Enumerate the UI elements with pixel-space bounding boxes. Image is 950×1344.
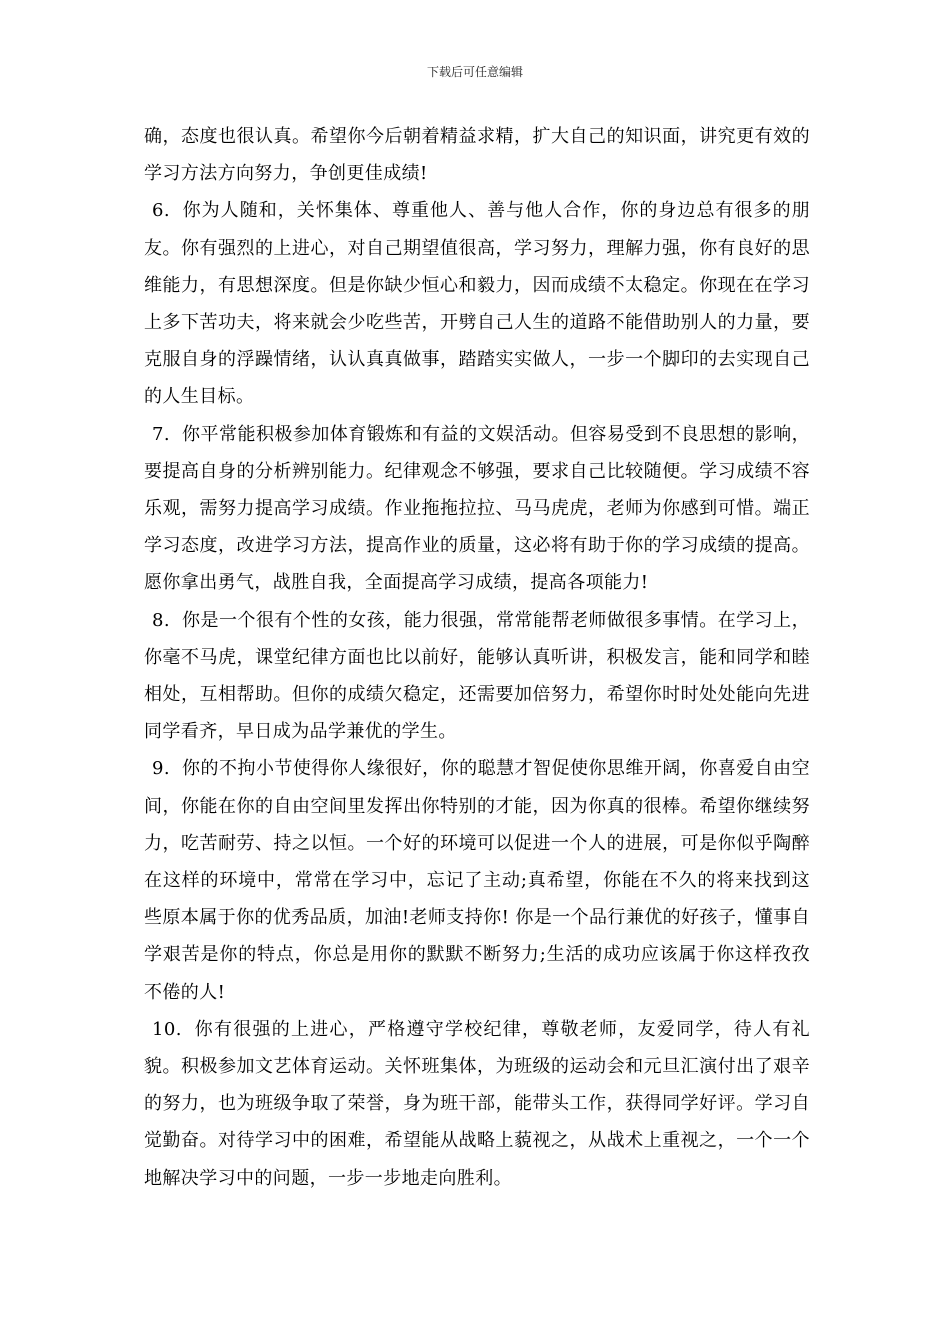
item-number: 10. xyxy=(152,1018,182,1040)
paragraph-item-9 xyxy=(144,750,810,1010)
paragraph-text: 你是一个很有个性的女孩，能力很强，常常能帮老师做很多事情。在学习上，你毫不马虎，课堂纪律方面也比以前好，能够认真听讲，积极发言，能和同学和睦相处，互相帮助。但你的成绩欠稳定，还需要加倍努力，希望你时时处处能向先进同学看齐，早日成为品学兼优的学生。 xyxy=(144,609,810,743)
page-header: 下载后可任意编辑 xyxy=(426,65,523,79)
paragraph-continued xyxy=(144,118,810,192)
paragraph-text: 你为人随和，关怀集体、尊重他人、善与他人合作，你的身边总有很多的朋友。你有强烈的上进心，对自己期望值很高，学习努力，理解力强，你有良好的思维能力，有思想深度。但是你缺少恒心和毅力，因而成绩不太稳定。你现在在学习上多下苦功夫，将来就会少吃些苦，开劈自己人生的道路不能借助别人的力量，要克服自身的浮躁情绪，认认真真做事，踏踏实实做人，一步一个脚印的去实现自己的人生目标。 xyxy=(144,200,810,408)
document-body xyxy=(144,118,810,1197)
paragraph-item-10 xyxy=(144,1011,810,1197)
item-number: 9. xyxy=(152,758,170,780)
item-number: 7. xyxy=(152,423,170,445)
item-number: 8. xyxy=(152,609,170,631)
paragraph-text: 确，态度也很认真。希望你今后朝着精益求精，扩大自己的知识面，讲究更有效的学习方法方向努力，争创更佳成绩! xyxy=(144,126,810,185)
paragraph-item-8 xyxy=(144,602,810,751)
paragraph-item-7 xyxy=(144,416,810,602)
item-number: 6. xyxy=(152,200,170,222)
paragraph-item-6 xyxy=(144,192,810,415)
paragraph-text: 你有很强的上进心，严格遵守学校纪律，尊敬老师，友爱同学，待人有礼貌。积极参加文艺体育运动。关怀班集体，为班级的运动会和元旦汇演付出了艰辛的努力，也为班级争取了荣誉，身为班干部，能带头工作，获得同学好评。学习自觉勤奋。对待学习中的困难，希望能从战略上藐视之，从战术上重视之，一个一个地解决学习中的问题，一步一步地走向胜利。 xyxy=(144,1018,810,1189)
paragraph-text: 你的不拘小节使得你人缘很好，你的聪慧才智促使你思维开阔，你喜爱自由空间，你能在你的自由空间里发挥出你特别的才能，因为你真的很棒。希望你继续努力，吃苦耐劳、持之以恒。一个好的环境可以促进一个人的进展，可是你似乎陶醉在这样的环境中，常常在学习中，忘记了主动;真希望，你能在不久的将来找到这些原本属于你的优秀品质，加油!老师支持你! 你是一个品行兼优的好孩子，懂事自学艰苦是你的特点，你总是用你的默默不断努力;生活的成功应该属于你这样孜孜不倦的人! xyxy=(144,758,810,1003)
paragraph-text: 你平常能积极参加体育锻炼和有益的文娱活动。但容易受到不良思想的影响，要提高自身的分析辨别能力。纪律观念不够强，要求自己比较随便。学习成绩不容乐观，需努力提高学习成绩。作业拖拖拉拉、马马虎虎，老师为你感到可惜。端正学习态度，改进学习方法，提高作业的质量，这必将有助于你的学习成绩的提高。愿你拿出勇气，战胜自我，全面提高学习成绩，提高各项能力! xyxy=(144,423,810,594)
